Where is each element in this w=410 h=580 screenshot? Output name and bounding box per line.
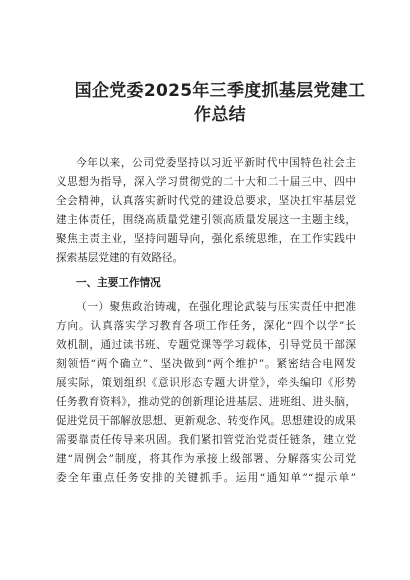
document-title-line-2: 作总结 [194,105,246,125]
intro-line-2: 义思想为指导，深入学习贯彻党的二十大和二十届三中、四中 [56,176,356,188]
intro-line-1: 今年以来，公司党委坚持以习近平新时代中国特色社会主 [76,157,356,169]
intro-line-4: 建主体责任，围绕高质量党建引领高质量发展这一主题主线， [56,214,356,226]
section-line-4: 刻领悟“两个确立”、坚决做到“两个维护”。紧密结合电网发 [56,358,356,370]
document-title-line-1: 国企党委2025年三季度抓基层党建工 [74,81,366,101]
intro-line-6: 探索基层党建的有效路径。 [56,252,184,264]
section-line-9: 建“周例会”制度，将其作为承接上级部署、分解落实公司党 [56,453,356,465]
section-heading: 一、主要工作情况 [76,277,161,289]
section-line-6: 任务教育资料》，推动党的创新理论进基层、进班组、进头脑， [56,396,356,408]
section-line-2: 方向。认真落实学习教育各项工作任务，深化“四个以学”长 [56,320,356,332]
section-line-10: 委全年重点任务安排的关键抓手。运用“通知单”“提示单” [56,472,356,484]
intro-line-5: 聚焦主责主业，坚持问题导向，强化系统思维，在工作实践中 [56,233,356,245]
section-line-5: 展实际，策划组织《意识形态专题大讲堂》，牵头编印《形势 [56,377,356,389]
section-line-1: （一）聚焦政治铸魂，在强化理论武装与压实责任中把准 [76,301,356,313]
intro-line-3: 全会精神，认真落实新时代党的建设总要求，坚决扛牢基层党 [56,195,356,207]
section-line-3: 效机制，通过读书班、专题党课等学习载体，引导党员干部深 [56,339,356,351]
section-line-7: 促进党员干部解放思想、更新观念、转变作风。思想建设的成果 [56,415,356,427]
section-line-8: 需要靠责任传导来巩固。我们紧扣管党治党责任链条，建立党 [56,434,356,446]
